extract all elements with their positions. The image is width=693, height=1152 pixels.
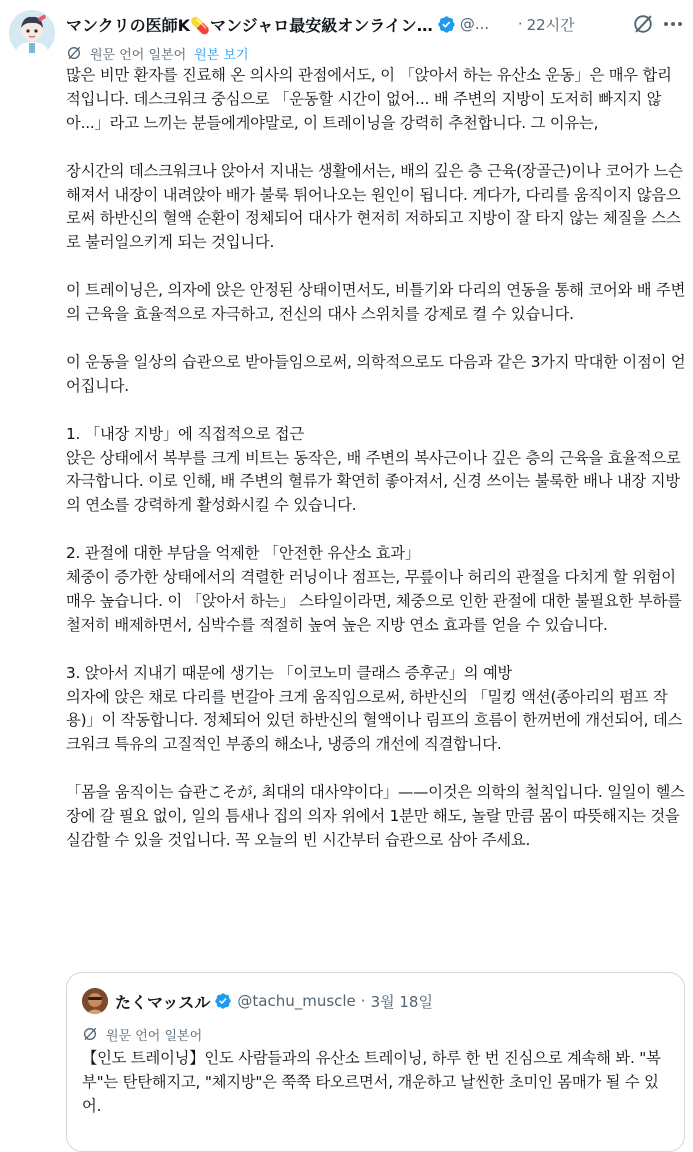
separator: ·	[517, 15, 523, 33]
grok-icon	[632, 13, 654, 35]
quote-author-handle[interactable]: @tachu_muscle	[237, 992, 356, 1010]
show-original-link[interactable]: 원본 보기	[194, 47, 249, 63]
more-options-button[interactable]	[662, 14, 684, 34]
avatar-muscle-icon	[82, 988, 108, 1014]
author-handle[interactable]: @...	[459, 15, 490, 33]
quote-author-display-name[interactable]: たくマッスル	[115, 992, 211, 1012]
quote-translate-icon	[82, 1026, 98, 1042]
translate-icon	[66, 45, 82, 61]
quote-author-avatar[interactable]	[82, 988, 108, 1014]
avatar-doctor-icon	[9, 10, 55, 56]
post-time[interactable]: 22시간	[526, 15, 575, 34]
quote-translation-notice	[82, 1023, 202, 1045]
quote-header	[115, 989, 433, 1013]
more-horizontal-icon	[662, 14, 684, 34]
grok-button[interactable]	[632, 13, 654, 35]
quote-date[interactable]: 3월 18일	[370, 992, 433, 1011]
quote-separator: ·	[360, 992, 366, 1010]
translation-notice-text: 원문 언어 일본어	[90, 47, 187, 63]
quote-body: 【인도 트레이닝】인도 사람들과의 유산소 트레이닝, 하루 한 번 진심으로 계속해 봐. "복부"는 탄탄해지고, "체지방"은 쭉쭉 타오르면서, 개운하고 날씬한 초미인 몸매가 될 수 있어.	[82, 1049, 661, 1115]
post-header	[66, 12, 686, 36]
author-display-name[interactable]: マンクリの医師K💊マンジャロ最安級オンライン…	[66, 15, 433, 35]
quoted-post[interactable]	[66, 972, 685, 1152]
quote-verified-badge-icon	[214, 992, 232, 1010]
translation-notice	[66, 42, 249, 64]
quote-translation-notice-text: 원문 언어 일본어	[106, 1028, 203, 1044]
post-body: 많은 비만 환자를 진료해 온 의사의 관점에서도, 이 「앉아서 하는 유산소 운동」은 매우 합리적입니다. 데스크워크 중심으로 「운동할 시간이 없어... 배 주변의 지방이 도저히 빠지지 않아...」라고 느끼는 분들에게야말로, 이 트레이닝을 강력히 추천합니다. 그 이유는, 장시간의 데스크워크나 앉아서 지내는 생활에서는, 배의 깊은 층 근육(장골근)이나 코어가 느슨해져서 내장이 내려앉아 배가 불룩 튀어나오는 원인이 됩니다. 게다가, 다리를 움직이지 않음으로써 하반신의 혈액 순환이 정체되어 대사가 현저히 저하되고 지방이 잘 타지 않는 체질을 스스로 불러일으키게 되는 것입니다. 이 트레이닝은, 의자에 앉은 안정된 상태이면서도, 비틀기와 다리의 연동을 통해 코어와 배 주변의 근육을 효율적으로 자극하고, 전신의 대사 스위치를 강제로 켤 수 있습니다. 이 운동을 일상의 습관으로 받아들임으로써, 의학적으로도 다음과 같은 3가지 막대한 이점이 얻어집니다. 1. 「내장 지방」에 직접적으로 접근 앉은 상태에서 복부를 크게 비트는 동작은, 배 주변의 복사근이나 깊은 층의 근육을 효율적으로 자극합니다. 이로 인해, 배 주변의 혈류가 확연히 좋아져서, 신경 쓰이는 불룩한 배나 내장 지방의 연소를 강력하게 활성화시킬 수 있습니다. 2. 관절에 대한 부담을 억제한 「안전한 유산소 효과」 체중이 증가한 상태에서의 격렬한 러닝이나 점프는, 무릎이나 허리의 관절을 다치게 할 위험이 매우 높습니다. 이 「앉아서 하는」 스타일이라면, 체중으로 인한 관절에 대한 불필요한 부하를 철저히 배제하면서, 심박수를 적절히 높여 높은 지방 연소 효과를 얻을 수 있습니다. 3. 앉아서 지내기 때문에 생기는 「이코노미 클래스 증후군」의 예방 의자에 앉은 채로 다리를 번갈아 크게 움직임으로써, 하반신의 「밀킹 액션(종아리의 펌프 작용)」이 작동합니다. 정체되어 있던 하반신의 혈액이나 림프의 흐름이 한꺼번에 개선되어, 데스크워크 특유의 고질적인 부종의 해소나, 냉증의 개선에 직결합니다. 「몸을 움직이는 습관こそが, 최대의 대사약이다」——이것은 의학의 철칙입니다. 일일이 헬스장에 갈 필요 없이, 일의 틈새나 집의 의자 위에서 1분만 해도, 놀랄 만큼 몸이 따뜻해지는 것을 실감할 수 있을 것입니다. 꼭 오늘의 빈 시간부터 습관으로 삼아 주세요.	[66, 66, 686, 849]
author-avatar[interactable]	[9, 10, 55, 56]
verified-badge-icon	[437, 15, 456, 34]
